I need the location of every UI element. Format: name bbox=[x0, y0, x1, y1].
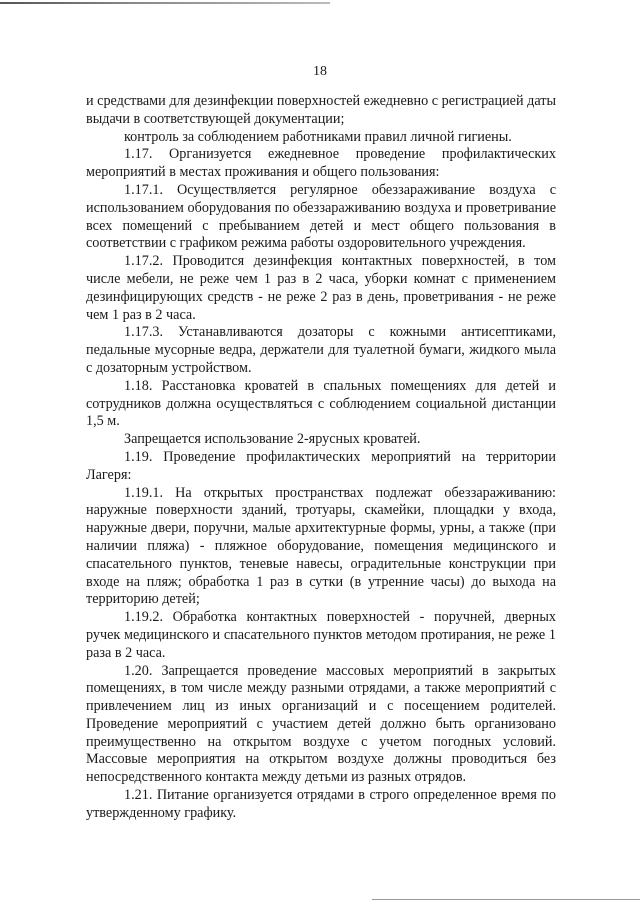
paragraph-1-17-3: 1.17.3. Устанавливаются дозаторы с кожными антисептиками, педальные мусорные ведра, держатели для туалетной бумаги, жидкого мыла с дозаторным устройством. bbox=[86, 324, 556, 376]
paragraph-1-19-1: 1.19.1. На открытых пространствах подлежат обеззараживанию: наружные поверхности зданий, тротуары, скамейки, площадки у входа, наружные двери, поручни, малые архитектурные формы, урны, а также (при наличии пляжа) - пляжное оборудование, помещения медицинского и спасательного пунктов, теневые навесы, оградительные конструкции при входе на пляж; обработка 1 раз в сутки (в утренние часы) до выхода на территорию детей; bbox=[86, 484, 556, 608]
paragraph-1-18: 1.18. Расстановка кроватей в спальных помещениях для детей и сотрудников должна осуществляться с соблюдением социальной дистанции 1,5 м. bbox=[86, 377, 556, 430]
paragraph-continuation: и средствами для дезинфекции поверхностей ежедневно с регистрацией даты выдачи в соответствующей документации; bbox=[86, 93, 556, 127]
paragraph-1-20: 1.20. Запрещается проведение массовых мероприятий в закрытых помещениях, в том числе между разными отрядами, а также мероприятий с привлечением лиц из иных организаций и с посещением родителей. Проведение мероприятий с участием детей должно быть организовано преимущественно на открытом воздухе с учетом погодных условий. Массовые мероприятия на открытом воздухе должны проводиться без непосредственного контакта между детьми из разных отрядов. bbox=[86, 662, 556, 786]
paragraph-1-19: 1.19. Проведение профилактических мероприятий на территории Лагеря: bbox=[86, 448, 556, 483]
page-number: 18 bbox=[313, 64, 327, 79]
paragraph-1-17-1: 1.17.1. Осуществляется регулярное обеззараживание воздуха с использованием оборудования по обеззараживанию воздуха и проветривание всех помещений с пребыванием детей и мест общего пользования в соответствии с графиком режима работы оздоровительного учреждения. bbox=[86, 181, 556, 252]
document-body bbox=[86, 93, 556, 823]
paragraph-1-21: 1.21. Питание организуется отрядами в строго определенное время по утвержденному графику. bbox=[86, 787, 556, 821]
paragraph-1-17: 1.17. Организуется ежедневное проведение профилактических мероприятий в местах проживания и общего пользования: bbox=[86, 146, 556, 181]
paragraph-hygiene-control: контроль за соблюдением работниками правил личной гигиены. bbox=[124, 128, 512, 145]
scan-artifact-bottom bbox=[372, 899, 640, 900]
scan-artifact-top bbox=[0, 2, 330, 4]
paragraph-1-17-2: 1.17.2. Проводится дезинфекция контактных поверхностей, в том числе мебели, не реже чем 1 раз в 2 часа, уборки комнат с применением дезинфицирующих средств - не реже 2 раз в день, проветривания - не реже чем 1 раз в 2 часа. bbox=[86, 253, 556, 323]
paragraph-1-19-2: 1.19.2. Обработка контактных поверхностей - поручней, дверных ручек медицинского и спасательного пунктов методом протирания, не реже 1 раза в 2 часа. bbox=[86, 609, 556, 661]
paragraph-bunk-beds: Запрещается использование 2-ярусных кроватей. bbox=[124, 431, 421, 448]
